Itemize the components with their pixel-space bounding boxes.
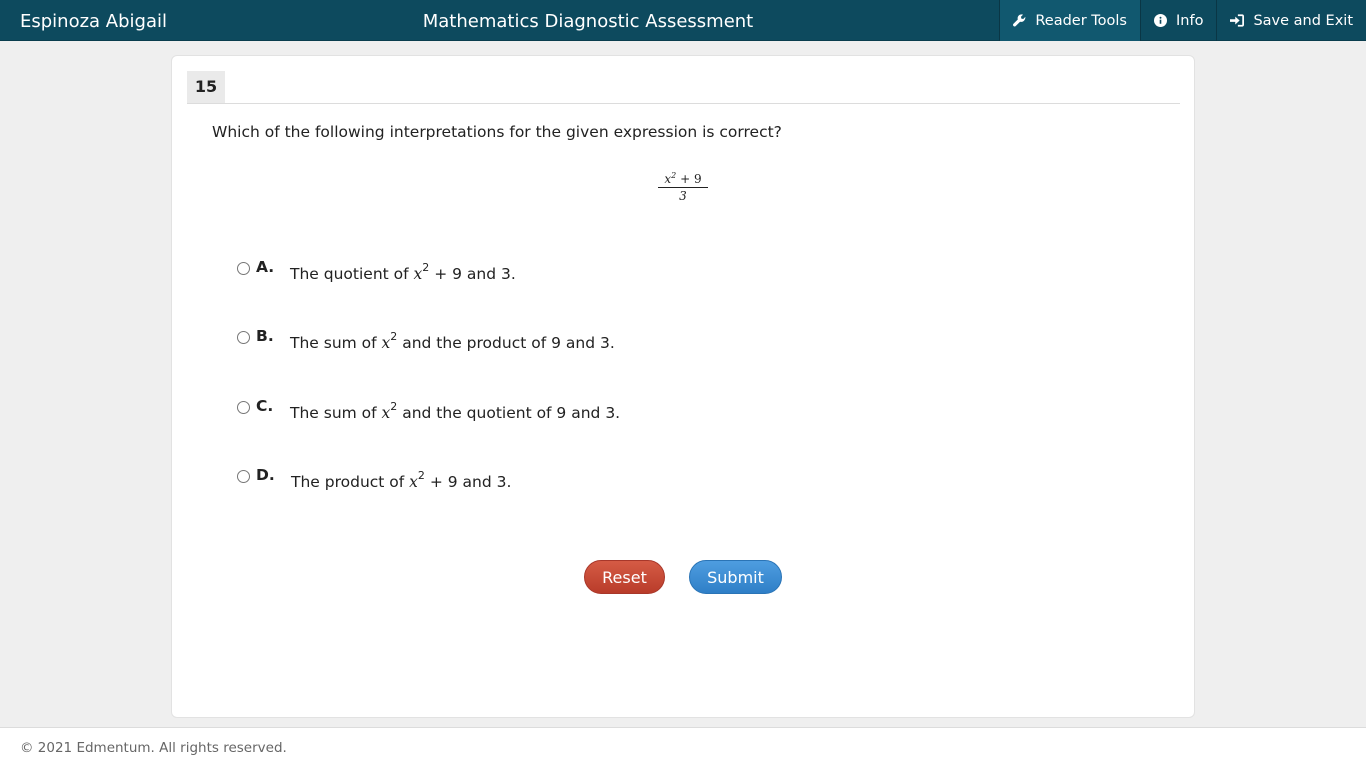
expression-denominator: 3: [679, 189, 687, 203]
choice-a-post: + 9 and 3.: [429, 265, 516, 284]
choice-c-letter: C.: [256, 397, 274, 415]
footer: [0, 727, 1366, 768]
copyright-text: © 2021 Edmentum. All rights reserved.: [20, 740, 287, 756]
info-icon: [1154, 14, 1167, 27]
choice-b-variable: x: [381, 334, 391, 353]
choice-c-post: and the quotient of 9 and 3.: [397, 404, 621, 423]
numerator-variable: x: [664, 172, 672, 186]
choice-c[interactable]: [237, 398, 837, 424]
sign-in-icon: [1230, 14, 1244, 27]
choice-a-text[interactable]: [290, 263, 516, 283]
choice-b-post: and the product of 9 and 3.: [397, 334, 615, 353]
choice-d-pre: The product of: [291, 473, 410, 492]
choice-d-text[interactable]: [291, 471, 511, 491]
choice-d-exponent: 2: [417, 469, 425, 482]
question-card: [171, 55, 1195, 718]
info-label: Info: [1176, 12, 1204, 29]
reset-button[interactable]: Reset: [584, 560, 665, 594]
choice-c-variable: x: [381, 404, 391, 423]
choice-b-text[interactable]: [290, 332, 615, 352]
choice-b-pre: The sum of: [290, 334, 382, 353]
question-header: [187, 71, 1180, 104]
numerator-exponent: 2: [671, 171, 677, 180]
choice-c-exponent: 2: [390, 400, 398, 413]
choice-d-letter: D.: [256, 466, 275, 484]
choice-b-letter: B.: [256, 327, 274, 345]
student-name: Espinoza Abigail: [20, 11, 167, 32]
choice-b-exponent: 2: [390, 330, 398, 343]
choice-a-exponent: 2: [422, 261, 430, 274]
choice-d-variable: x: [409, 473, 418, 492]
expression-numerator: [658, 171, 708, 188]
reader-tools-label: Reader Tools: [1035, 12, 1127, 29]
choice-c-radio[interactable]: [237, 401, 250, 414]
top-bar: [0, 0, 1366, 41]
assessment-title: Mathematics Diagnostic Assessment: [422, 11, 754, 32]
question-prompt: Which of the following interpretations for the given expression is correct?: [212, 123, 782, 141]
choice-a[interactable]: [237, 259, 837, 285]
info-button[interactable]: [1140, 0, 1216, 41]
wrench-icon: [1013, 14, 1026, 27]
choice-d-post: + 9 and 3.: [424, 473, 512, 492]
choice-a-radio[interactable]: [237, 262, 250, 275]
choice-a-variable: x: [413, 265, 423, 284]
choice-c-pre: The sum of: [290, 404, 382, 423]
save-and-exit-label: Save and Exit: [1253, 12, 1353, 29]
save-and-exit-button[interactable]: [1216, 0, 1366, 41]
submit-button[interactable]: Submit: [689, 560, 782, 594]
choice-a-pre: The quotient of: [290, 265, 414, 284]
reader-tools-button[interactable]: [999, 0, 1140, 41]
choice-d[interactable]: [237, 467, 837, 493]
choice-d-radio[interactable]: [237, 470, 250, 483]
numerator-rest: + 9: [676, 172, 702, 186]
choice-b[interactable]: [237, 328, 837, 354]
math-expression: [658, 171, 708, 203]
question-number: 15: [187, 71, 225, 103]
choice-a-letter: A.: [256, 258, 275, 276]
toolbar: [999, 0, 1366, 41]
choice-b-radio[interactable]: [237, 331, 250, 344]
choice-c-text[interactable]: [290, 402, 620, 422]
